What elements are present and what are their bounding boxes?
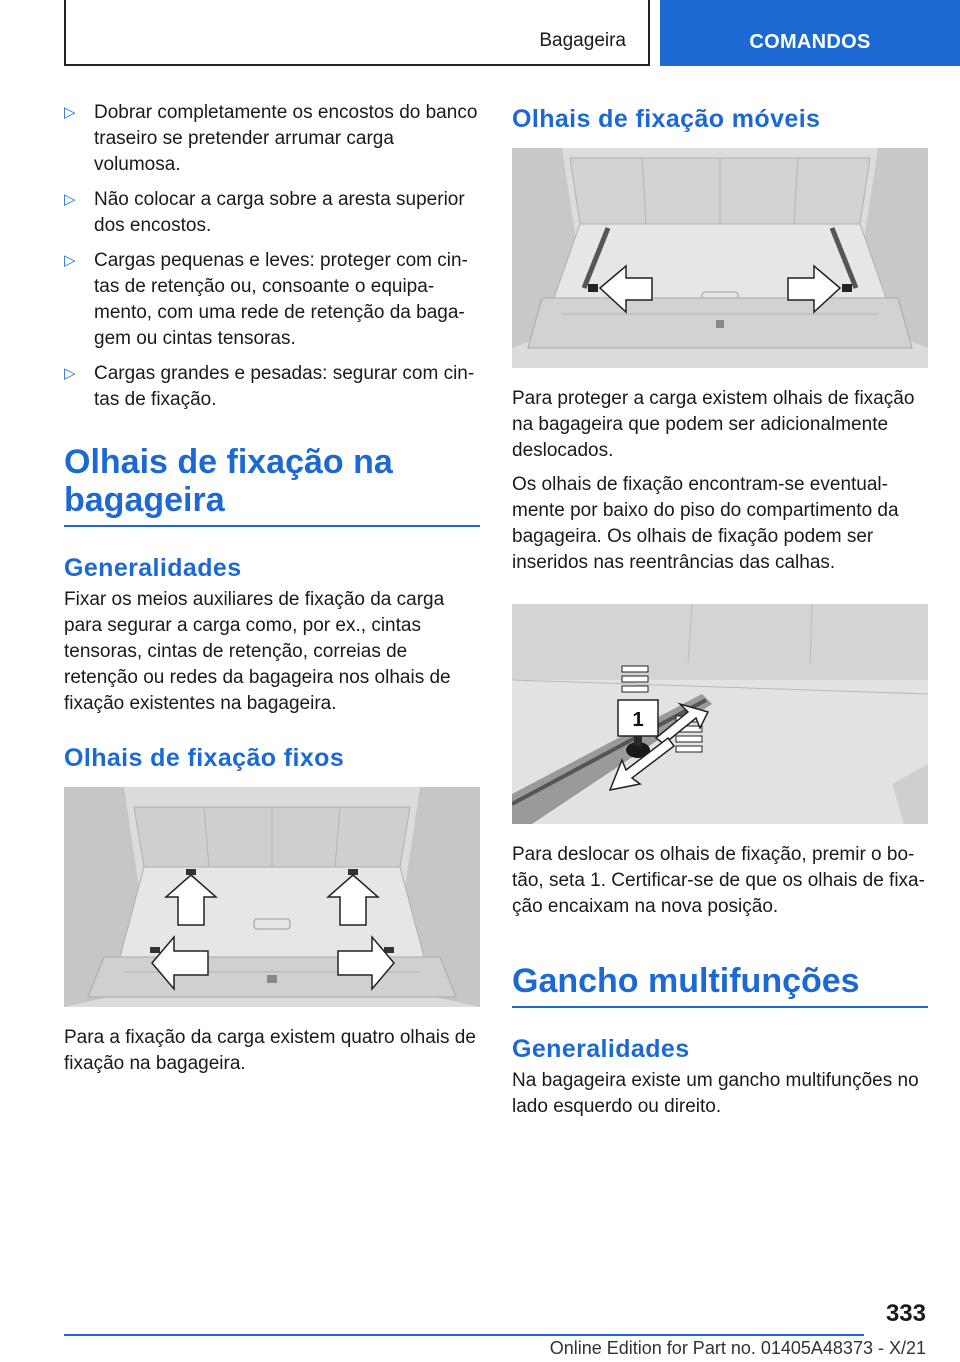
bullet-triangle-icon: ▷ <box>64 191 76 208</box>
rail-eye-slide-illustration <box>512 604 928 824</box>
header-chapter-tab[interactable]: COMANDOS <box>660 0 960 66</box>
slide-instruction-text: Para deslocar os olhais de fixação, premir o botão, seta 1. Certificar-se de que os olhais de fixação encaixam na nova posição. <box>512 844 925 917</box>
left-column <box>64 100 480 1085</box>
bullet-triangle-icon: ▷ <box>64 252 76 269</box>
bullet-triangle-icon: ▷ <box>64 365 76 382</box>
chapter-title-lashing-eyes: Olhais de fixação na bagageira <box>64 443 480 527</box>
general-text: Fixar os meios auxiliares de fixação da carga para segurar a carga como, por ex., cintas tensoras, cintas de retenção, correias de retenção ou redes da bagageira nos olhais de fixação existentes na bagageira. <box>64 589 451 714</box>
list-item: ▷ Não colocar a carga sobre a aresta superior dos encostos. <box>64 189 465 236</box>
fixed-eyes-trunk-illustration <box>64 787 480 1007</box>
section-heading-general: Generalidades <box>64 554 242 582</box>
list-item: ▷ Cargas pequenas e leves: proteger com cintas de retenção ou, consoante o equipamento, com uma rede de retenção da bagagem ou cintas tensoras. <box>64 250 468 349</box>
fixed-eyes-caption: Para a fixação da carga existem quatro olhais de fixação na bagageira. <box>64 1027 476 1074</box>
chapter-title-multifunction-hook: Gancho multifunções <box>512 962 928 1008</box>
page-header <box>0 0 960 66</box>
load-tips-list <box>64 100 480 413</box>
hook-text: Na bagageira existe um gancho multifunções no lado esquerdo ou direito. <box>512 1070 919 1117</box>
mobile-eyes-text-1: Para proteger a carga existem olhais de fixação na bagageira que podem ser adicionalmente deslocados. <box>512 388 915 461</box>
section-heading-fixed-eyes: Olhais de fixação fixos <box>64 744 345 772</box>
bullet-triangle-icon: ▷ <box>64 104 76 121</box>
right-column <box>512 100 928 1128</box>
header-section-box <box>64 0 650 66</box>
footer-divider <box>64 1334 864 1336</box>
header-section-title: Bagageira <box>539 30 626 51</box>
footer-edition: Online Edition for Part no. 01405A48373 - X/21 <box>549 1338 926 1358</box>
rail-arrow-label: 1 <box>632 709 644 731</box>
page-number: 333 <box>885 1300 926 1327</box>
mobile-eyes-text-2: Os olhais de fixação encontram-se eventualmente por baixo do piso do compartimento da bagageira. Os olhais de fixação podem ser inseridos nas reentrâncias das calhas. <box>512 474 899 573</box>
section-heading-hook-general: Generalidades <box>512 1035 690 1063</box>
mobile-eyes-trunk-illustration <box>512 148 928 368</box>
list-item: ▷ Dobrar completamente os encostos do banco traseiro se pretender arrumar carga volumosa. <box>64 102 478 175</box>
list-item: ▷ Cargas grandes e pesadas: segurar com cintas de fixação. <box>64 363 475 410</box>
section-heading-mobile-eyes: Olhais de fixação móveis <box>512 105 821 133</box>
